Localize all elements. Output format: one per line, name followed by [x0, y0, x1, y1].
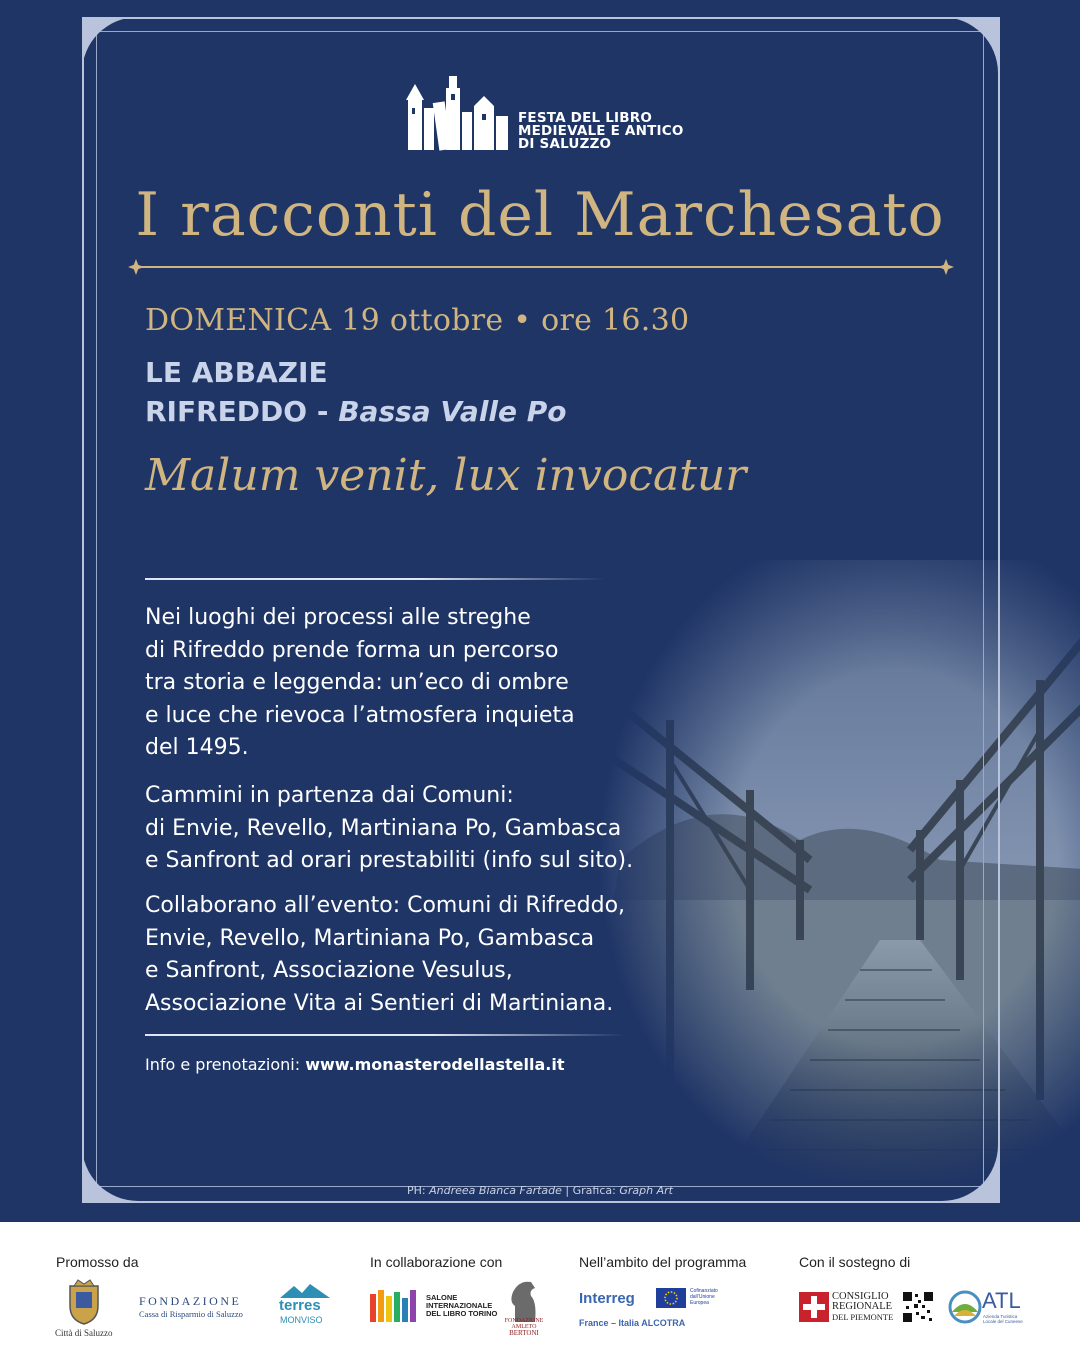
salone-line-1: SALONE — [426, 1293, 458, 1302]
event-subtitle: LE ABBAZIE — [145, 356, 328, 389]
event-date: DOMENICA 19 ottobre • ore 16.30 — [145, 303, 690, 338]
piemonte-flag-icon — [799, 1292, 829, 1322]
walks-paragraph: Cammini in partenza dai Comuni: di Envie, Revello, Martiniana Po, Gambasca e Sanfront ad orari prestabiliti (info sul sito). — [145, 783, 634, 873]
credits-separator: | — [565, 1184, 570, 1197]
promosso-label: Promosso da — [56, 1254, 139, 1270]
corner-ornament-top-left — [82, 17, 138, 73]
ph-name: Andreea Bianca Fartade — [429, 1184, 562, 1197]
ph-label: PH: — [407, 1184, 426, 1197]
logo-line-1: FESTA DEL LIBRO — [518, 110, 652, 126]
collab-label: In collaborazione con — [370, 1254, 503, 1270]
photo-credits — [0, 1184, 1080, 1197]
atl-subtitle: Azienda Turistica Locale del Cuneese — [983, 1314, 1023, 1324]
horse-logo-icon — [505, 1278, 543, 1322]
towers-logo-icon — [400, 72, 512, 154]
collaborators-paragraph: Collaborano all’evento: Comuni di Rifreddo, Envie, Revello, Martiniana Po, Gambasca e Sanfront, Associazione Vesulus, Associazione Vita ai Sentieri di Martiniana. — [145, 893, 626, 1016]
place-name: RIFREDDO — [145, 395, 308, 428]
consiglio-line-2: REGIONALE — [832, 1301, 893, 1312]
consiglio-line-3: DEL PIEMONTE — [832, 1312, 894, 1322]
bertoni-line-1: FONDAZIONE — [504, 1318, 544, 1324]
event-motto: Malum venit, lux invocatur — [145, 450, 747, 501]
top-rule — [145, 578, 605, 580]
event-place — [145, 395, 567, 428]
info-url-link[interactable]: www.monasterodellastella.it — [305, 1055, 565, 1074]
alcotra-label: France – Italia ALCOTRA — [579, 1318, 686, 1328]
title-divider — [128, 259, 954, 275]
page-title: I racconti del Marchesato — [135, 180, 945, 250]
place-area: Bassa Valle Po — [338, 395, 567, 428]
terres-line-2: MONVISO — [280, 1315, 323, 1325]
fondazione-line-1: FONDAZIONE — [139, 1294, 242, 1308]
grafica-name: Graph Art — [619, 1184, 673, 1197]
eu-text: Cofinanziato dall’Unione Europea — [690, 1288, 718, 1306]
bertoni-line-3: BERTONI — [509, 1329, 539, 1337]
terres-line-1: terres — [279, 1297, 321, 1314]
logo-line-3: DI SALUZZO — [518, 136, 612, 152]
corner-ornament-top-right — [942, 17, 998, 73]
place-separator: - — [307, 395, 339, 428]
sponsor-footer — [0, 1222, 1080, 1350]
ambito-label: Nell’ambito del programma — [579, 1254, 747, 1270]
info-label: Info e prenotazioni: — [145, 1055, 301, 1074]
info-line — [145, 1055, 564, 1074]
sostegno-label: Con il sostegno di — [799, 1254, 911, 1270]
atl-label: ATL — [982, 1288, 1021, 1313]
saluzzo-crest-icon — [64, 1278, 104, 1326]
bottom-rule — [145, 1034, 625, 1036]
salone-line-2: INTERNAZIONALE — [426, 1301, 493, 1310]
fondazione-line-2: Cassa di Risparmio di Saluzzo — [139, 1309, 243, 1319]
bertoni-line-2: AMLETO — [511, 1324, 537, 1330]
logo-line-2: MEDIEVALE E ANTICO — [518, 123, 684, 139]
consiglio-line-1: CONSIGLIO — [832, 1291, 889, 1302]
festival-logo — [400, 72, 700, 154]
description-paragraph: Nei luoghi dei processi alle streghe di Rifreddo prende forma un percorso tra storia e leggenda: un’eco di ombre e luce che rievoca l’atmosfera inquieta del 1495. — [145, 605, 575, 760]
grafica-label: Grafica: — [572, 1184, 616, 1197]
mountain-logo-icon — [280, 1284, 330, 1298]
atl-logo-icon — [948, 1290, 982, 1324]
qr-code-icon — [903, 1292, 933, 1322]
interreg-label: Interreg — [579, 1290, 635, 1307]
saluzzo-label: Città di Saluzzo — [55, 1328, 113, 1338]
salone-line-3: DEL LIBRO TORINO — [426, 1309, 498, 1318]
eu-flag-icon — [656, 1288, 686, 1308]
salone-logo-icon — [370, 1290, 422, 1324]
